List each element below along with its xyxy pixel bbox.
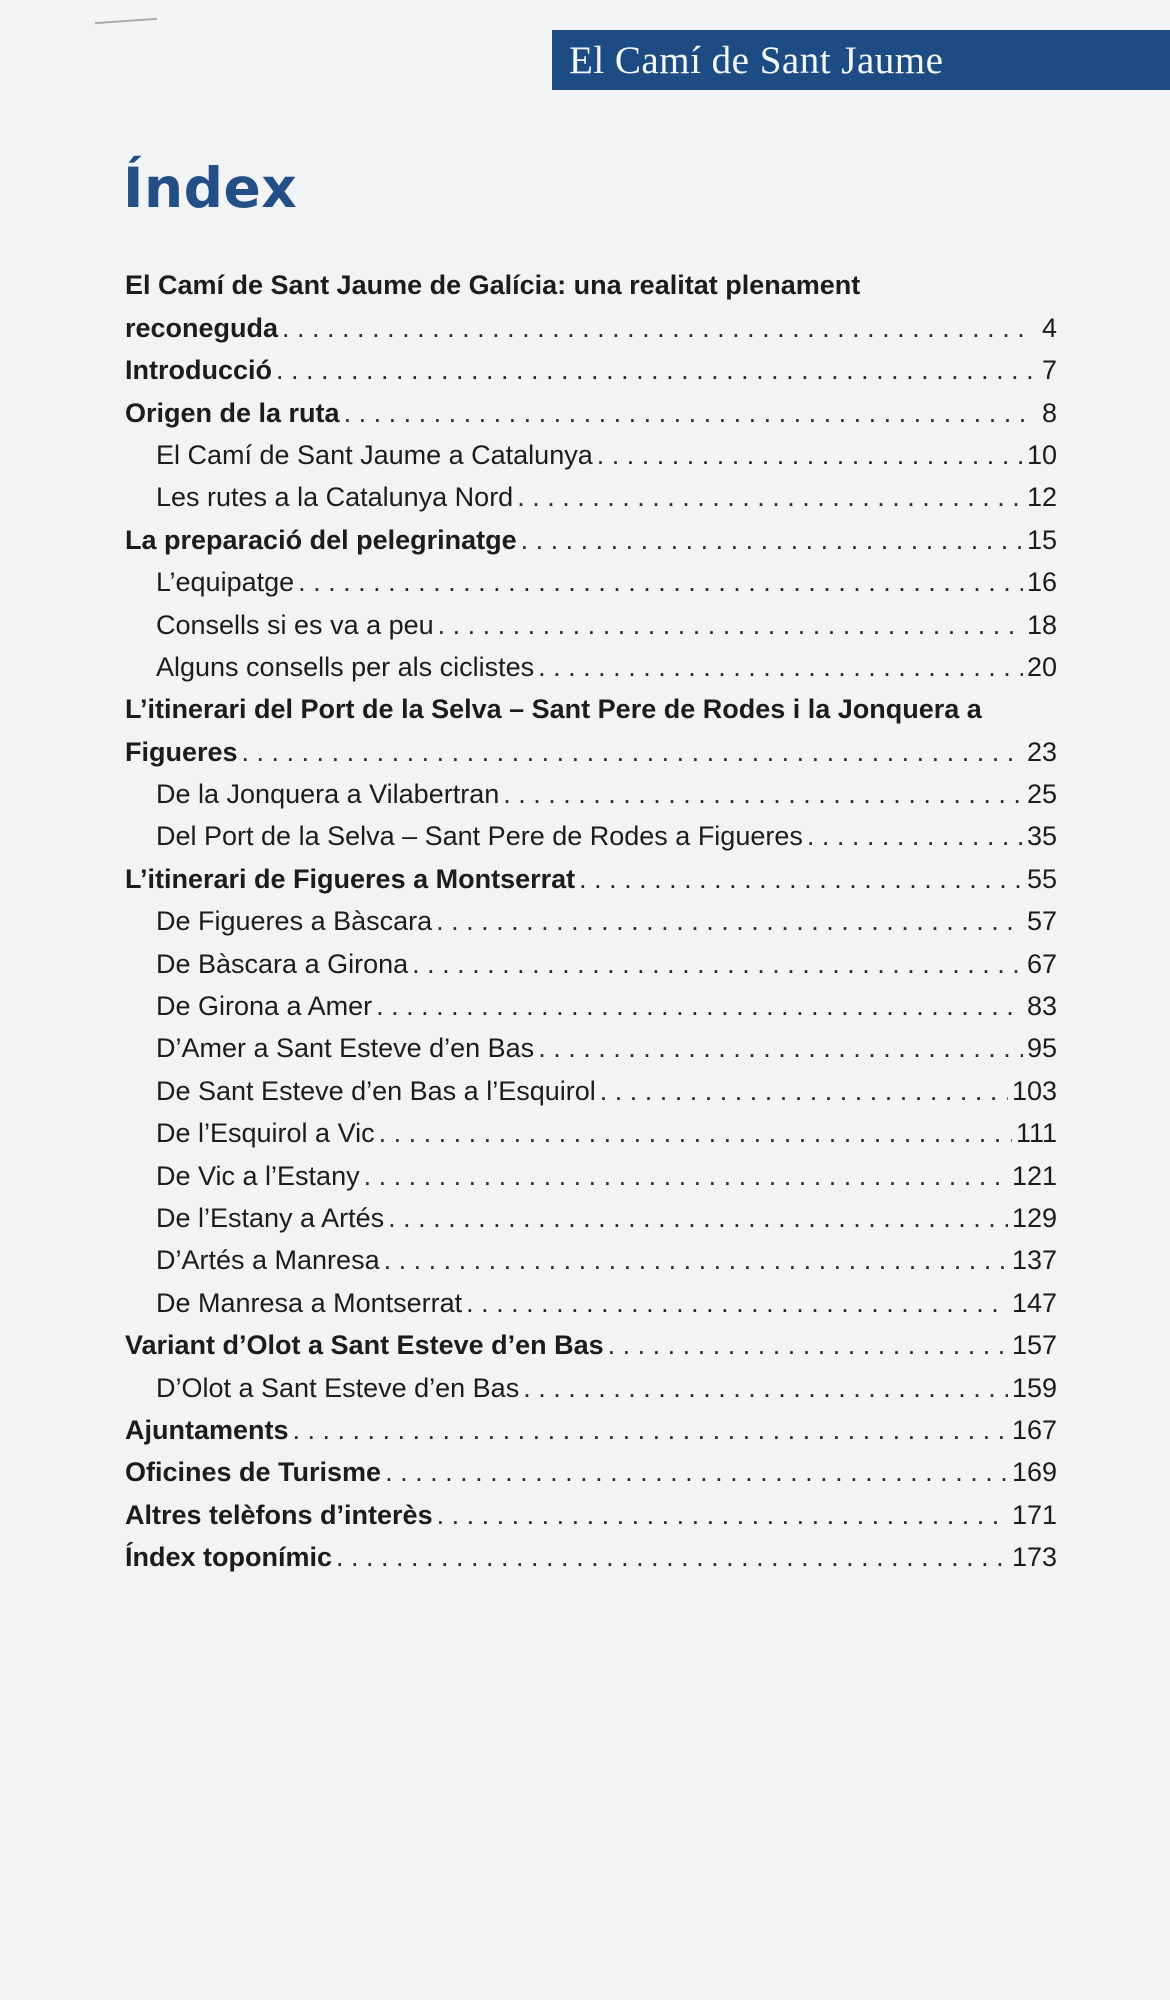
toc-entry[interactable]: [125, 1111, 1057, 1153]
toc-entry-title: El Camí de Sant Jaume a Catalunya: [156, 439, 593, 470]
dot-leader: [517, 481, 1023, 513]
dot-leader: [293, 1414, 1008, 1446]
toc-entry[interactable]: [125, 1323, 1057, 1365]
toc-entry[interactable]: [125, 899, 1057, 941]
toc-entry-page-number: 103: [1011, 1075, 1057, 1106]
dot-leader: [466, 1287, 1008, 1319]
toc-entry[interactable]: [125, 984, 1057, 1026]
dot-leader: [438, 609, 1023, 641]
toc-entry-title: De Manresa a Montserrat: [156, 1287, 463, 1318]
toc-entry-title: La preparació del pelegrinatge: [125, 524, 517, 555]
toc-entry[interactable]: [125, 1280, 1057, 1322]
dot-leader: [521, 524, 1023, 556]
toc-entry[interactable]: [125, 475, 1057, 517]
toc-entry[interactable]: [125, 305, 1057, 347]
toc-entry-title: El Camí de Sant Jaume de Galícia: una realitat plenament: [125, 270, 861, 301]
toc-entry[interactable]: [125, 941, 1057, 983]
toc-entry[interactable]: [125, 1196, 1057, 1238]
toc-entry[interactable]: [125, 772, 1057, 814]
toc-entry-title: Alguns consells per als ciclistes: [156, 651, 535, 682]
dot-leader: [298, 566, 1023, 598]
dot-leader: [608, 1329, 1008, 1361]
toc-entry-page-number: 20: [1026, 651, 1057, 682]
toc-entry-title: Origen de la ruta: [125, 397, 340, 428]
toc-entry-page-number: 121: [1011, 1160, 1057, 1191]
toc-entry-title: Figueres: [125, 736, 238, 767]
toc-entry-title: De l’Esquirol a Vic: [156, 1118, 375, 1149]
toc-entry[interactable]: [125, 433, 1057, 475]
toc-entry[interactable]: [125, 517, 1057, 559]
dot-leader: [538, 651, 1023, 683]
dot-leader: [384, 1244, 1008, 1276]
dot-leader: [385, 1456, 1008, 1488]
toc-entry-page-number: 173: [1011, 1542, 1057, 1573]
toc-entry-title: Del Port de la Selva – Sant Pere de Rodes a Figueres: [156, 821, 803, 852]
toc-entry[interactable]: [125, 814, 1057, 856]
dot-leader: [437, 1499, 1008, 1531]
toc-entry-page-number: 7: [1041, 355, 1057, 386]
dot-leader: [336, 1541, 1008, 1573]
toc-entry-title: De Sant Esteve d’en Bas a l’Esquirol: [156, 1075, 596, 1106]
toc-entry[interactable]: [125, 1492, 1057, 1534]
toc-entry[interactable]: [125, 1238, 1057, 1280]
toc-entry-title: Altres telèfons d’interès: [125, 1499, 433, 1530]
toc-entry-page-number: 83: [1026, 991, 1057, 1022]
toc-entry-page-number: 147: [1011, 1287, 1057, 1318]
toc-entry-title: De Vic a l’Estany: [156, 1160, 360, 1191]
dot-leader: [364, 1160, 1008, 1192]
toc-entry-title: Índex toponímic: [125, 1542, 333, 1573]
dot-leader: [388, 1202, 1008, 1234]
toc-entry-page-number: 137: [1011, 1245, 1057, 1276]
toc-entry-page-number: 95: [1026, 1033, 1057, 1064]
toc-entry-page-number: 57: [1026, 906, 1057, 937]
toc-entry-title: reconeguda: [125, 312, 279, 343]
toc-entry-page-number: 129: [1011, 1202, 1057, 1233]
toc-entry-page-number: 67: [1026, 948, 1057, 979]
toc-entry-page-number: 8: [1041, 397, 1057, 428]
toc-entry-title: Consells si es va a peu: [156, 609, 434, 640]
toc-entry-page-number: 35: [1026, 821, 1057, 852]
toc-entry[interactable]: [125, 390, 1057, 432]
toc-entry[interactable]: [125, 856, 1057, 898]
dot-leader: [376, 990, 1023, 1022]
toc-entry[interactable]: [125, 1068, 1057, 1110]
toc-entry-title: Introducció: [125, 355, 272, 386]
toc-entry-page-number: 18: [1026, 609, 1057, 640]
toc-entry-title: D’Olot a Sant Esteve d’en Bas: [156, 1372, 520, 1403]
book-title: El Camí de Sant Jaume: [569, 38, 944, 82]
toc-entry[interactable]: [125, 687, 1057, 729]
toc-entry-title: D’Amer a Sant Esteve d’en Bas: [156, 1033, 535, 1064]
dot-leader: [436, 905, 1023, 937]
toc-entry[interactable]: [125, 1408, 1057, 1450]
toc-entry-title: De Girona a Amer: [156, 991, 373, 1022]
toc-entry-title: Ajuntaments: [125, 1414, 289, 1445]
toc-entry-page-number: 4: [1041, 312, 1057, 343]
toc-entry[interactable]: [125, 602, 1057, 644]
toc-entry-page-number: 167: [1011, 1414, 1057, 1445]
toc-entry-page-number: 25: [1026, 779, 1057, 810]
toc-entry[interactable]: [125, 1450, 1057, 1492]
toc-entry-page-number: 55: [1026, 863, 1057, 894]
dot-leader: [282, 312, 1033, 344]
dot-leader: [242, 736, 1023, 768]
toc-entry-page-number: 169: [1011, 1457, 1057, 1488]
toc-entry[interactable]: [125, 560, 1057, 602]
toc-entry[interactable]: [125, 1535, 1057, 1577]
book-title-band: [552, 30, 1170, 90]
toc-entry-page-number: 171: [1011, 1499, 1057, 1530]
toc-entry-page-number: 159: [1011, 1372, 1057, 1403]
dot-leader: [503, 778, 1023, 810]
toc-entry-page-number: 15: [1026, 524, 1057, 555]
dot-leader: [538, 1032, 1023, 1064]
toc-entry[interactable]: [125, 729, 1057, 771]
toc-entry[interactable]: [125, 1365, 1057, 1407]
toc-entry-page-number: 10: [1026, 439, 1057, 470]
toc-entry-title: De Bàscara a Girona: [156, 948, 409, 979]
toc-entry-title: De Figueres a Bàscara: [156, 906, 433, 937]
toc-entry-title: L’itinerari del Port de la Selva – Sant Pere de Rodes i la Jonquera a: [125, 694, 982, 725]
pen-mark: [95, 18, 157, 24]
dot-leader: [523, 1372, 1008, 1404]
toc-entry-title: L’equipatge: [156, 567, 295, 598]
toc-entry-title: Oficines de Turisme: [125, 1457, 382, 1488]
dot-leader: [276, 354, 1033, 386]
toc-entry-title: L’itinerari de Figueres a Montserrat: [125, 863, 576, 894]
page-title: Índex: [123, 156, 298, 220]
toc-entry-title: De l’Estany a Artés: [156, 1202, 385, 1233]
toc-entry-page-number: 12: [1026, 482, 1057, 513]
toc-entry[interactable]: [125, 645, 1057, 687]
toc-entry[interactable]: [125, 1153, 1057, 1195]
toc-entry[interactable]: [125, 1026, 1057, 1068]
dot-leader: [807, 820, 1023, 852]
toc-entry-page-number: 23: [1026, 736, 1057, 767]
dot-leader: [597, 439, 1023, 471]
toc-entry[interactable]: [125, 348, 1057, 390]
toc-entry-title: D’Artés a Manresa: [156, 1245, 380, 1276]
dot-leader: [379, 1117, 1012, 1149]
toc-entry-page-number: 111: [1015, 1118, 1057, 1149]
toc-entry-title: Variant d’Olot a Sant Esteve d’en Bas: [125, 1330, 604, 1361]
dot-leader: [600, 1075, 1008, 1107]
table-of-contents: [125, 263, 1057, 1577]
toc-entry-page-number: 157: [1011, 1330, 1057, 1361]
dot-leader: [579, 863, 1023, 895]
dot-leader: [412, 948, 1023, 980]
toc-entry-page-number: 16: [1026, 567, 1057, 598]
toc-entry-title: Les rutes a la Catalunya Nord: [156, 482, 514, 513]
toc-entry[interactable]: [125, 263, 1057, 305]
toc-entry-title: De la Jonquera a Vilabertran: [156, 779, 500, 810]
dot-leader: [344, 397, 1033, 429]
